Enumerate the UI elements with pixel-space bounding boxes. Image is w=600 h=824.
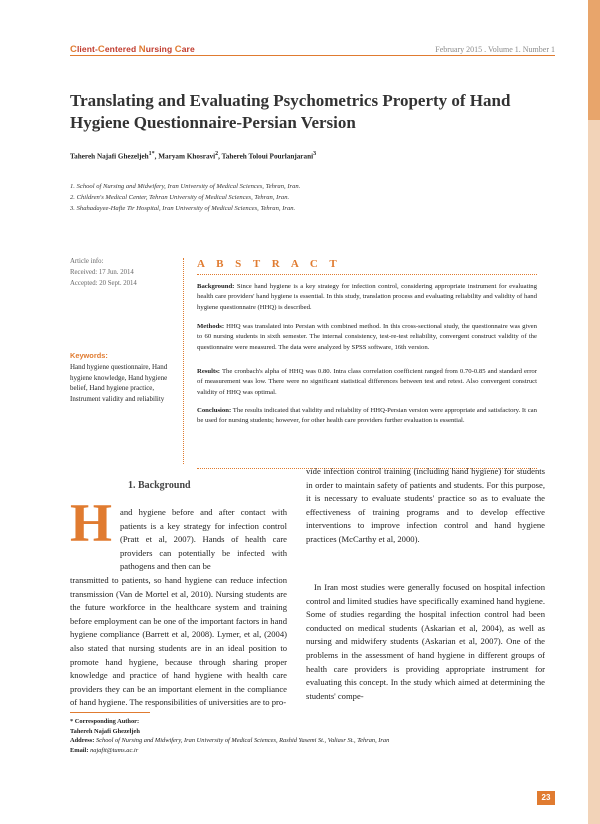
abstract-methods: Methods: HHQ was translated into Persian with combined method. In this cross-sectional study, the questionnaire was given to 60 nursing students in sixth semester. The internal consistency, test-re-test reliability, convergent construct validity of the questionnaire were measured. The data were analyzed by SPSS software, 16th version. (197, 323, 537, 351)
right-edge-bar (588, 0, 600, 824)
journal-name: Client-Centered Nursing Care (70, 44, 195, 55)
drop-cap: H (70, 493, 113, 553)
affiliation-2: 2. Children's Medical Center, Tehran University of Medical Sciences, Tehran, Iran. (70, 194, 290, 201)
abstract-background: Background: Since hand hygiene is a key strategy for infection control, considering appropriate instrument for evaluating health care providers' hand hygiene is essential. In this study, translation process and evaluating reliability and validity of hand hygiene questionnaire (HHQ) is described. (197, 283, 537, 311)
body-paragraph-3: In Iran most studies were generally focused on hospital infection control and limited studies have specifically examined hand hygiene. Some of studies regarding the hospital infection control had been conducted on medical students (Askarian et al, 2004), as well as nursing and midwifery students (Askarian et al, 2007). One of the problems in the assessment of hand hygiene in different groups of health care providers is providing appropriate instrument for evaluating this concept. In the study which aimed at determining the students' compe- (306, 582, 545, 701)
footnote-rule (70, 712, 150, 713)
abstract-heading: A B S T R A C T (197, 258, 342, 270)
email-link[interactable]: najafit@tums.ac.ir (88, 746, 139, 754)
sidebar-divider (183, 258, 184, 464)
header-rule (70, 55, 555, 56)
affiliations (70, 181, 300, 214)
body-paragraph-2: vide infection control training (including hand hygiene) for students in order to maintain safety of patients and students. For this purpose, it is necessary to evaluate students' practice so as to evaluate the effectiveness of training programs and to develop effective interventions to improve infection control and hand hygiene practices (McCarthy et al, 2000). (306, 466, 545, 544)
body-paragraph-1-top: and hygiene before and after contact with patients is a key strategy for infection control (Pratt et al, 2007). Hands of health care providers can potentially be infected with pathogens and then can be (120, 507, 287, 572)
article-title: Translating and Evaluating Psychometrics Property of Hand Hygiene Questionnaire-Persian Version (70, 91, 511, 132)
corresponding-author: * Corresponding Author: Tahereh Najafi Ghezeljeh Address: School of Nursing and Midwifery, Iran University of Medical Sciences, Rashid Yasemi St., Valiasr St., Tehran, Iran Email: najafit@tums.ac.ir (70, 718, 390, 754)
article-info: Article info: Received: 17 Jun. 2014 Accepted: 20 Sept. 2014 (70, 258, 137, 287)
keywords-heading: Keywords: (70, 351, 108, 360)
section-heading: 1. Background (128, 480, 191, 491)
page-number: 23 (537, 791, 555, 805)
author-list: Tahereh Najafi Ghezeljeh$^{1*}$, Maryam Khosravi$^2$, Tahereh Toloui Pourlanjarani$^3$ (70, 151, 317, 161)
affiliation-3: 3. Shahadayee-Hafte Tir Hospital, Iran University of Medical Sciences, Tehran, Iran. (70, 205, 296, 212)
abstract-conclusion: Conclusion: The results indicated that validity and reliability of HHQ-Persian version were appropriate and satisfactory. It can be used for nursing students; however, for other health care providers further evaluation is essential. (197, 407, 537, 425)
issue-info: February 2015 . Volume 1. Number 1 (435, 45, 555, 54)
abstract-rule (197, 274, 537, 275)
keywords-list: Hand hygiene questionnaire, Hand hygiene knowledge, Hand hygiene belief, Hand hygiene practice, Instrument validity and reliability (70, 363, 168, 403)
abstract-results: Results: The cronbach's alpha of HHQ was 0.80. Intra class correlation coefficient ranged from 0.70-0.85 and standard error of measurement was low. There were no significant statistical differences between test and retest. Also convergent construct validity of HHQ was optimal. (197, 368, 537, 396)
right-edge-bar-top (588, 0, 600, 120)
affiliation-1: 1. School of Nursing and Midwifery, Iran University of Medical Sciences, Tehran, Iran. (70, 183, 301, 190)
body-paragraph-1-rest: transmitted to patients, so hand hygiene can reduce infection transmission (Van de Mortel et al, 2010). Nursing students are the future workforce in the healthcare system and training before employment can be one of the important factors in hand hygiene compliance (Barrett et al, 2008). Lymer, et al, (2004) also stated that nursing students are in an ideal position to promote hand hygiene, because through sharing proper knowledge and practice of hand hygiene with health care providers they can be an important element in the compliance of hand hygiene. The responsibilities of universities are to pro- (70, 575, 287, 708)
